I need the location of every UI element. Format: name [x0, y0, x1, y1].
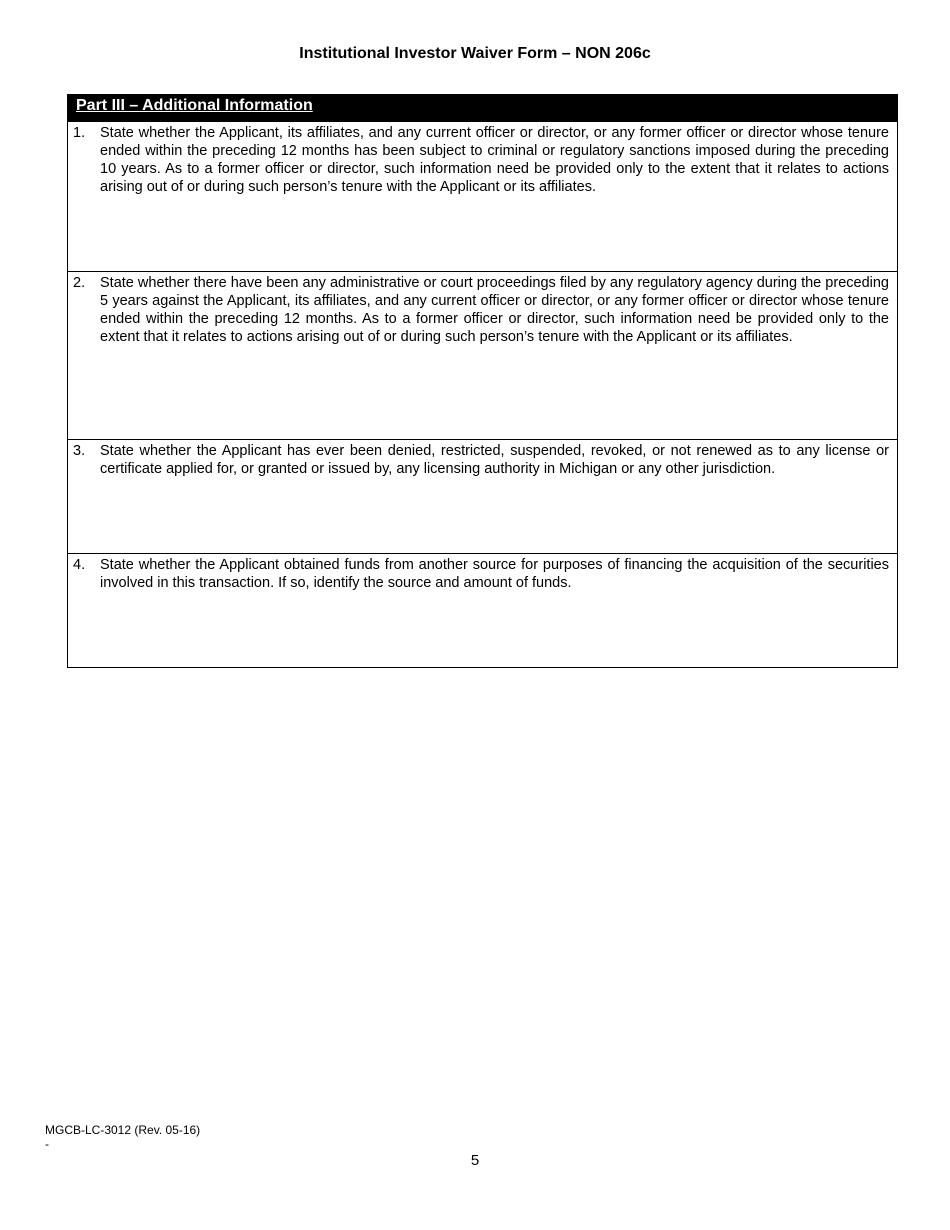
page-title: Institutional Investor Waiver Form – NON 206c	[299, 45, 651, 62]
question-number: 2.	[73, 275, 86, 291]
form-code: MGCB-LC-3012 (Rev. 05-16)	[45, 1123, 201, 1137]
question-2[interactable]	[68, 271, 897, 439]
question-1[interactable]	[68, 121, 897, 271]
question-number: 1.	[73, 125, 86, 141]
question-text: State whether the Applicant, its affiliates, and any current officer or director, or any former officer or director whose tenure ended within the preceding 12 months has been subject to criminal or regulatory sanctions imposed during the preceding 10 years. As to a former officer or director, such information need be provided only to the extent that it relates to actions arising out of or during such person’s tenure with the Applicant or its affiliates.	[100, 125, 889, 195]
question-number: 3.	[73, 443, 86, 459]
additional-information-section	[67, 94, 898, 668]
question-text: State whether the Applicant has ever been denied, restricted, suspended, revoked, or not renewed as to any license or certificate applied for, or granted or issued by, any licensing authority in Michigan or any other jurisdiction.	[100, 443, 889, 477]
question-3[interactable]	[68, 439, 897, 553]
page-number: 5	[470, 1152, 480, 1169]
footer-dash: -	[45, 1137, 49, 1151]
section-header	[68, 95, 897, 121]
section-header-label: Part III – Additional Information	[76, 97, 313, 114]
question-4[interactable]	[68, 553, 897, 667]
question-text: State whether there have been any administrative or court proceedings filed by any regulatory agency during the preceding 5 years against the Applicant, its affiliates, and any current officer or director, or any former officer or director whose tenure ended within the preceding 12 months. As to a former officer or director, such information need be provided only to the extent that it relates to actions arising out of or during such person’s tenure with the Applicant or its affiliates.	[100, 275, 889, 345]
question-number: 4.	[73, 557, 86, 573]
question-text: State whether the Applicant obtained funds from another source for purposes of financing the acquisition of the securities involved in this transaction. If so, identify the source and amount of funds.	[100, 557, 889, 591]
